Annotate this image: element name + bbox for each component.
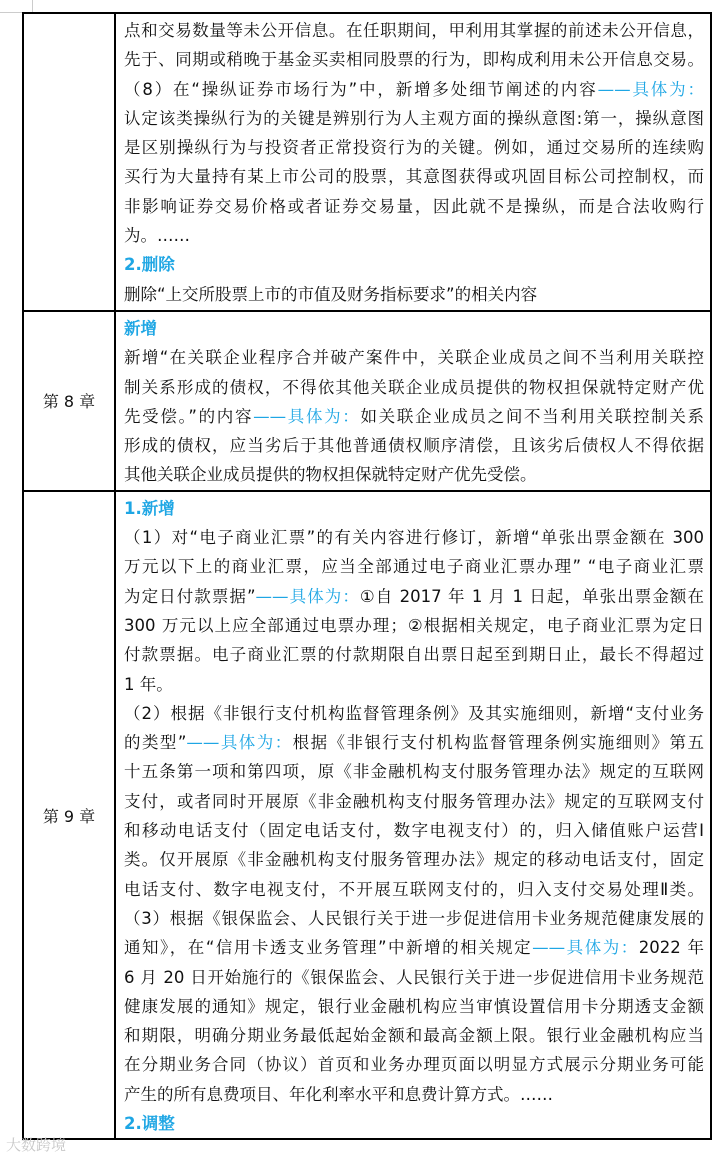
text-line bbox=[124, 343, 704, 372]
body-text: 300 万元以上应全部通过电票办理；②根据相关规定，电子商业汇票为定日 bbox=[124, 615, 704, 635]
body-text: 在分期业务合同（协议）首页和业务办理页面以明显方式展示分期业务可能 bbox=[124, 1055, 704, 1075]
text-line bbox=[124, 992, 704, 1021]
text-line bbox=[124, 1080, 704, 1109]
text-line bbox=[124, 1021, 704, 1050]
chapter-cell bbox=[23, 491, 115, 1140]
text-line bbox=[124, 1050, 704, 1079]
chapter-label: 第 9 章 bbox=[42, 806, 96, 826]
highlight-text: ——具体为： bbox=[255, 586, 360, 606]
body-text: 新增“在关联企业程序合并破产案件中，关联企业成员之间不当利用关联控 bbox=[124, 348, 704, 368]
text-line bbox=[124, 104, 704, 133]
text-line bbox=[124, 280, 704, 309]
table-row bbox=[23, 311, 711, 491]
body-text: 先于、同期或稍晚于基金买卖相同股票的行为，即构成利用未公开信息交易。 bbox=[124, 50, 704, 70]
text-line bbox=[124, 552, 704, 581]
body-text: （1）对“电子商业汇票”的有关内容进行修订，新增“单张出票金额在 300 bbox=[124, 528, 704, 548]
watermark-text: 大数跨境 bbox=[6, 1136, 67, 1154]
text-line bbox=[124, 373, 704, 402]
body-text: 1 年。 bbox=[124, 674, 173, 694]
body-text: ①自 2017 年 1 月 1 日起，单张出票金额在 bbox=[359, 586, 704, 606]
text-line bbox=[124, 314, 704, 343]
body-text: 健康发展的通知》规定，银行业金融机构应当审慎设置信用卡分期透支金额 bbox=[124, 996, 704, 1016]
body-text: 产生的所有息费项目、年化利率水平和息费计算方式。…… bbox=[124, 1084, 553, 1104]
body-text: 为。…… bbox=[124, 226, 190, 246]
body-text: 形成的债权，应当劣后于其他普通债权顺序清偿，且该劣后债权人不得依据 bbox=[124, 436, 704, 456]
chapter-cell bbox=[23, 13, 115, 311]
text-line bbox=[124, 640, 704, 669]
text-line bbox=[124, 728, 704, 757]
text-line bbox=[124, 192, 704, 221]
body-text: 万元以下上的商业汇票，应当全部通过电子商业汇票办理” “电子商业汇票 bbox=[124, 557, 704, 577]
body-text: 和期限，明确分期业务最低起始金额和最高金额上限。银行业金融机构应当 bbox=[124, 1026, 704, 1046]
body-text: 类。仅开展原《非金融机构支付服务管理办法》规定的移动电话支付，固定 bbox=[124, 850, 704, 870]
body-text: （2）根据《非银行支付机构监督管理条例》及其实施细则，新增“支付业务 bbox=[124, 703, 704, 723]
body-text: 2022 年 bbox=[638, 938, 704, 958]
text-line bbox=[124, 875, 704, 904]
body-text: 为定日付款票据” bbox=[124, 586, 256, 606]
text-line bbox=[124, 162, 704, 191]
text-line bbox=[124, 611, 704, 640]
chapter-label: 第 8 章 bbox=[42, 392, 96, 412]
text-line bbox=[124, 431, 704, 460]
text-line bbox=[124, 757, 704, 786]
highlight-text: ——具体为： bbox=[532, 938, 639, 958]
highlight-text: ——具体为： bbox=[186, 733, 293, 753]
body-text: 6 月 20 日开始施行的《银保监会、人民银行关于进一步促进信用卡业务规范 bbox=[124, 967, 704, 987]
section-heading: 1.新增 bbox=[124, 498, 175, 518]
text-line bbox=[124, 582, 704, 611]
content-cell bbox=[115, 311, 711, 491]
text-line bbox=[124, 933, 704, 962]
text-line bbox=[124, 494, 704, 523]
text-line bbox=[124, 787, 704, 816]
body-text: 十五条第一项和第四项，原《非金融机构支付服务管理办法》规定的互联网 bbox=[124, 762, 704, 782]
chapter-cell bbox=[23, 311, 115, 491]
body-text: 是区别操纵行为与投资者正常投资行为的关键。例如，通过交易所的连续购 bbox=[124, 138, 704, 158]
body-text: 先受偿。”的内容 bbox=[124, 406, 254, 426]
body-text: 和移动电话支付（固定电话支付，数字电视支付）的，归入储值账户运营Ⅰ bbox=[124, 821, 704, 841]
body-text: 认定该类操纵行为的关键是辨别行为人主观方面的操纵意图:第一，操纵意图 bbox=[124, 108, 704, 128]
section-heading: 新增 bbox=[124, 319, 157, 338]
body-text: 如关联企业成员之间不当利用关联控制关系 bbox=[360, 406, 704, 426]
text-line bbox=[124, 45, 704, 74]
section-heading: 2.删除 bbox=[124, 255, 175, 275]
body-text: 制关系形成的债权，不得依其他关联企业成员提供的物权担保就特定财产优 bbox=[124, 377, 704, 397]
highlight-text: ——具体为： bbox=[597, 79, 704, 99]
body-text: 删除“上交所股票上市的市值及财务指标要求”的相关内容 bbox=[124, 284, 538, 304]
body-text: 通知》，在“信用卡透支业务管理”中新增的相关规定 bbox=[124, 938, 533, 958]
text-line bbox=[124, 75, 704, 104]
body-text: （3）根据《银保监会、人民银行关于进一步促进信用卡业务规范健康发展的 bbox=[124, 908, 704, 928]
text-line bbox=[124, 904, 704, 933]
body-text: 的类型” bbox=[124, 733, 187, 753]
text-line bbox=[124, 250, 704, 279]
text-line bbox=[124, 816, 704, 845]
table-row bbox=[23, 13, 711, 311]
body-text: 付款票据。电子商业汇票的付款期限自出票日起至到期日止，最长不得超过 bbox=[124, 645, 704, 665]
body-text: 点和交易数量等未公开信息。在任职期间，甲利用其掌握的前述未公开信息， bbox=[124, 21, 704, 40]
body-text: 根据《非银行支付机构监督管理条例实施细则》第五 bbox=[292, 733, 704, 753]
changes-table bbox=[22, 12, 712, 1140]
text-line bbox=[124, 699, 704, 728]
body-text: 电话支付、数字电视支付，不开展互联网支付的，归入支付交易处理Ⅱ类。 bbox=[124, 879, 704, 899]
text-line bbox=[124, 221, 704, 250]
text-line bbox=[124, 133, 704, 162]
text-line bbox=[124, 963, 704, 992]
body-text: 支付，或者同时开展原《非金融机构支付服务管理办法》规定的互联网支付 bbox=[124, 791, 704, 811]
content-cell bbox=[115, 13, 711, 311]
text-line bbox=[124, 523, 704, 552]
body-text: 买行为大量持有某上市公司的股票，其意图获得或巩固目标公司控制权，而 bbox=[124, 167, 704, 187]
text-line bbox=[124, 460, 704, 489]
text-line bbox=[124, 402, 704, 431]
text-line bbox=[124, 1109, 704, 1138]
table-row bbox=[23, 491, 711, 1140]
content-cell bbox=[115, 491, 711, 1140]
body-text: （8）在“操纵证券市场行为”中，新增多处细节阐述的内容 bbox=[124, 79, 598, 99]
text-line bbox=[124, 670, 704, 699]
text-line bbox=[124, 845, 704, 874]
body-text: 非影响证券交易价格或者证券交易量，因此就不是操纵，而是合法收购行 bbox=[124, 196, 704, 216]
highlight-text: ——具体为： bbox=[253, 406, 361, 426]
body-text: 其他关联企业成员提供的物权担保就特定财产优先受偿。 bbox=[124, 465, 537, 485]
section-heading: 2.调整 bbox=[124, 1114, 175, 1134]
text-line bbox=[124, 16, 704, 45]
